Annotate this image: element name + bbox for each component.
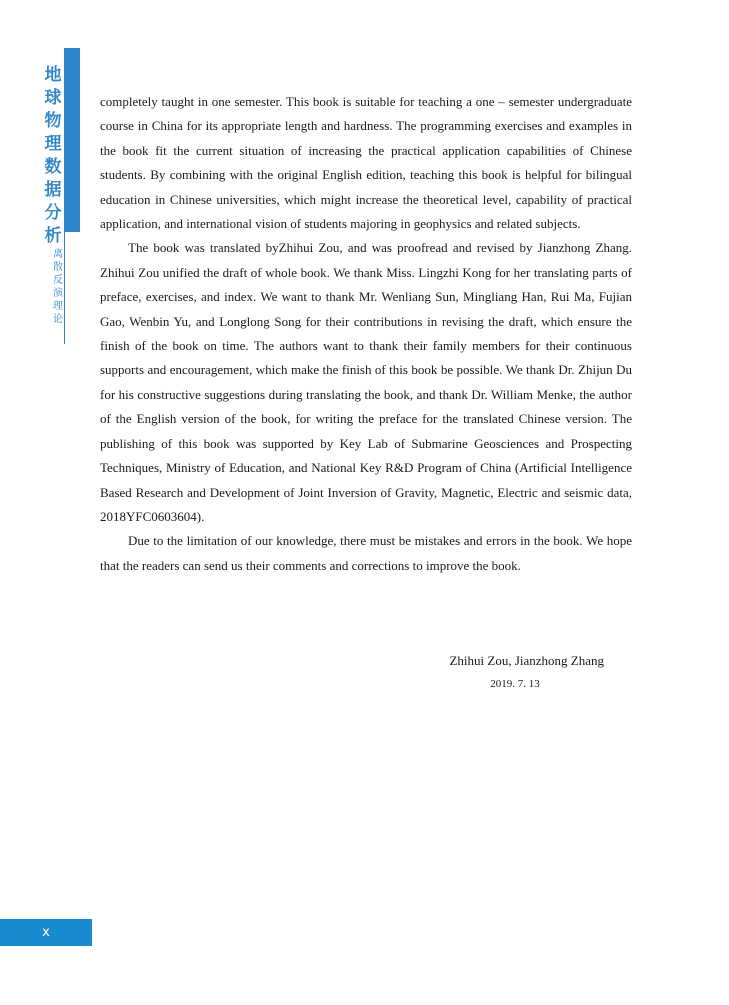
author-signature: Zhihui Zou, Jianzhong Zhang <box>449 653 604 668</box>
paragraph-continuation: completely taught in one semester. This book is suitable for teaching a one – semester undergraduate course in China for its appropriate length and hardness. The programming exercises and examples in the book fit the current situation of increasing the practical application capabilities of Chinese students. By combining with the original English edition, teaching this book is helpful for bilingual education in Chinese universities, which might increase the theoretical level, capability of practical application, and international vision of students majoring in geophysics and related subjects. <box>100 94 632 232</box>
paragraph-acknowledgements: The book was translated byZhihui Zou, and was proofread and revised by Jianzhong Zhang. Zhihui Zou unified the draft of whole book. We thank Miss. Lingzhi Kong for her translating parts of preface, exercises, and index. We want to thank Mr. Wenliang Sun, Mingliang Han, Rui Ma, Fujian Gao, Wenbin Yu, and Longlong Song for their contributions in revising the draft, which ensure the finish of the book on time. The authors want to thank their family members for their continuous supports and encouragement, which make the finish of this book be possible. We thank Dr. Zhijun Du for his constructive suggestions during translating the book, and thank Dr. William Menke, the author of the English version of the book, for writing the preface for the translated Chinese version. The publishing of this book was supported by Key Lab of Submarine Geosciences and Prospecting Techniques, Ministry of Education, and National Key R&D Program of China (Artificial Intelligence Based Research and Development of Joint Inversion of Gravity, Magnetic, Electric and seismic data, 2018YFC0603604). <box>100 240 632 524</box>
sidebar-book-tab <box>0 48 80 344</box>
sidebar-divider-line <box>64 232 65 344</box>
sidebar-book-title: 地球物理数据分析 <box>44 65 62 246</box>
signature-date: 2019. 7. 13 <box>490 678 540 690</box>
sidebar-accent-bar <box>64 48 80 232</box>
sidebar-book-subtitle: 离散反演理论 <box>53 249 63 325</box>
preface-body <box>100 90 632 578</box>
page-number: x <box>42 925 50 940</box>
page-number-tab <box>0 919 92 946</box>
paragraph-closing: Due to the limitation of our knowledge, there must be mistakes and errors in the book. We hope that the readers can send us their comments and corrections to improve the book. <box>100 533 632 573</box>
